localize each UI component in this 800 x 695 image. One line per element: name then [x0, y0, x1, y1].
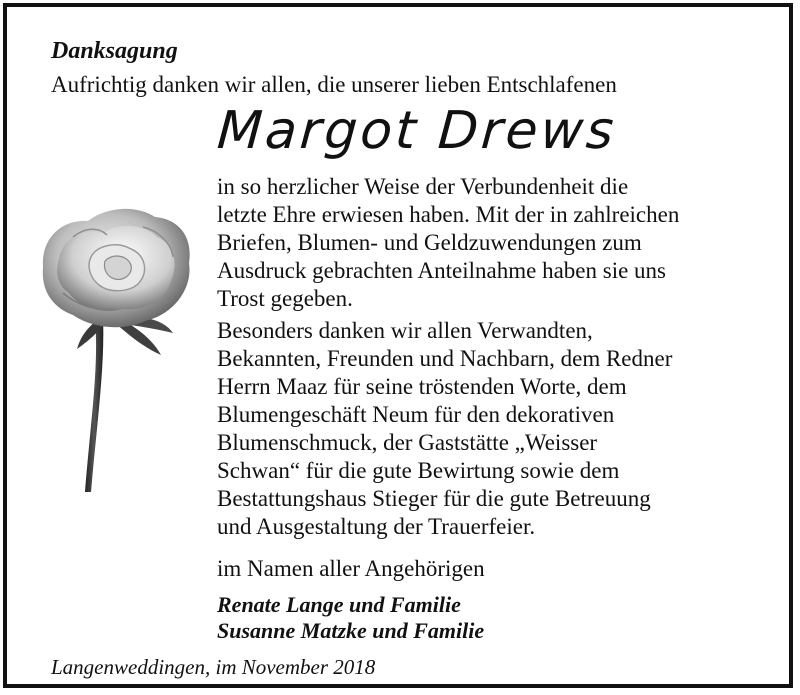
text-line: Blumenschmuck, der Gaststätte „Weisser [217, 430, 598, 455]
text-line: und Ausgestaltung der Trauerfeier. [217, 514, 536, 539]
text-line: Briefen, Blumen- und Geldzuwendungen zum [217, 230, 642, 255]
signature-line: Susanne Matzke und Familie [217, 618, 485, 643]
rose-icon [33, 197, 208, 502]
signature-line: Renate Lange und Familie [217, 592, 461, 617]
text-line: Blumengeschäft Neum für den dekorativen [217, 402, 615, 427]
notice-frame [3, 3, 793, 688]
thanks-paragraph [217, 173, 777, 313]
text-line: letzte Ehre erwiesen haben. Mit der in zahlreichen [217, 202, 680, 227]
text-line: Bestattungshaus Stieger für die gute Betreuung [217, 486, 651, 511]
notice-heading: Danksagung [51, 38, 178, 64]
deceased-name: Margot Drews [215, 101, 619, 161]
text-line: Herrn Maaz für seine tröstenden Worte, dem [217, 374, 627, 399]
text-line: Ausdruck gebrachten Anteilnahme haben sie uns [217, 258, 667, 283]
intro-line: Aufrichtig danken wir allen, die unserer lieben Entschlafenen [51, 72, 617, 97]
on-behalf-line: im Namen aller Angehörigen [217, 556, 485, 581]
text-line: in so herzlicher Weise der Verbundenheit die [217, 174, 629, 199]
special-thanks-paragraph [217, 317, 777, 541]
text-line: Trost gegeben. [217, 286, 353, 311]
place-date: Langenweddingen, im November 2018 [51, 655, 376, 679]
text-line: Schwan“ für die gute Bewirtung sowie dem [217, 458, 620, 483]
text-line: Besonders danken wir allen Verwandten, [217, 318, 593, 343]
text-line: Bekannten, Freunden und Nachbarn, dem Redner [217, 346, 673, 371]
